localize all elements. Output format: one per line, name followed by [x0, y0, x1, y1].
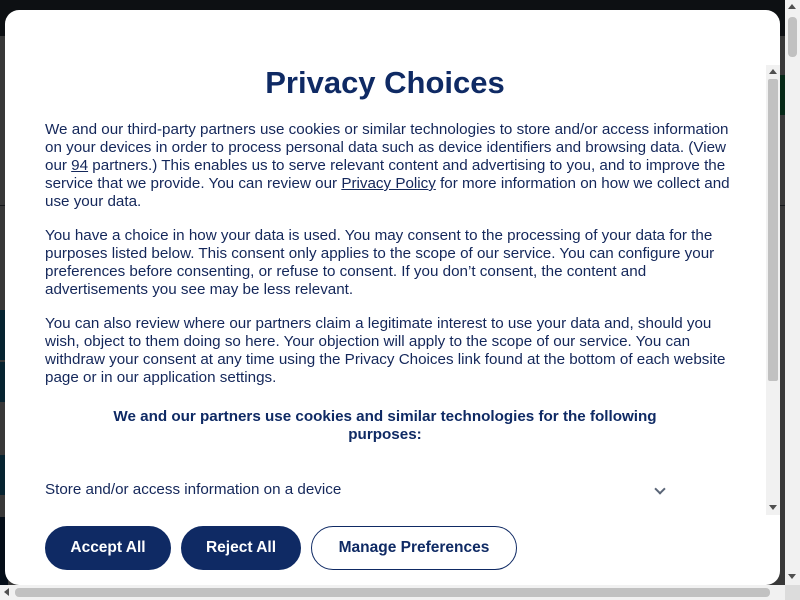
- purpose-item-store-access[interactable]: [45, 479, 675, 501]
- window-horizontal-scrollbar[interactable]: [0, 585, 785, 600]
- scroll-up-arrow-icon[interactable]: [788, 4, 796, 9]
- scrollbar-corner: [785, 585, 800, 600]
- choice-paragraph: You have a choice in how your data is used. You may consent to the processing of your data for the purposes listed below. This consent only applies to the scope of our service. You can configure your preferences before consenting, or refuse to consent. If you don’t consent, the content and advertisements you see may be less relevant.: [45, 227, 715, 298]
- scroll-left-arrow-icon[interactable]: [4, 588, 9, 596]
- purposes-heading: We and our partners use cookies and similar technologies for the following purposes:: [113, 408, 657, 443]
- dialog-scrollbar[interactable]: [766, 65, 780, 515]
- dialog-scrollbar-thumb[interactable]: [768, 79, 778, 381]
- scroll-up-arrow-icon[interactable]: [769, 69, 777, 74]
- scroll-down-arrow-icon[interactable]: [788, 574, 796, 579]
- reject-all-button[interactable]: Reject All: [181, 526, 301, 570]
- intro-text-2: partners.) This enables us to serve relevant content and advertising to you, and to improve the service that we provide. You can review our: [45, 157, 726, 192]
- manage-preferences-button[interactable]: Manage Preferences: [311, 526, 517, 570]
- window-scrollbar-thumb[interactable]: [788, 17, 797, 57]
- partners-count-link[interactable]: 94: [71, 157, 89, 174]
- legitimate-interest-paragraph: You can also review where our partners claim a legitimate interest to use your data and, should you wish, object to them doing so here. Your objection will apply to the scope of our service. You can withdraw your consent at any time using the Privacy Choices link found at the bottom of each website page or in our application settings.: [45, 315, 726, 386]
- intro-text-3: for more information on how we collect and use your data.: [45, 175, 730, 210]
- privacy-choices-dialog: [5, 10, 780, 585]
- dialog-title: Privacy Choices: [265, 65, 505, 100]
- window-hscrollbar-thumb[interactable]: [15, 588, 770, 597]
- window-vertical-scrollbar[interactable]: [785, 0, 800, 585]
- privacy-policy-link[interactable]: Privacy Policy: [341, 175, 436, 192]
- dialog-scroll-content[interactable]: [5, 10, 780, 510]
- intro-paragraph: [45, 121, 735, 211]
- chevron-down-icon[interactable]: [654, 483, 665, 494]
- scroll-down-arrow-icon[interactable]: [769, 505, 777, 510]
- intro-text-1: We and our third-party partners use cookies or similar technologies to store and/or access information on your devices in order to process personal data such as device identifiers and browsing data. (View our: [45, 121, 729, 174]
- purpose-label: Store and/or access information on a device: [45, 481, 342, 498]
- accept-all-button[interactable]: Accept All: [45, 526, 171, 570]
